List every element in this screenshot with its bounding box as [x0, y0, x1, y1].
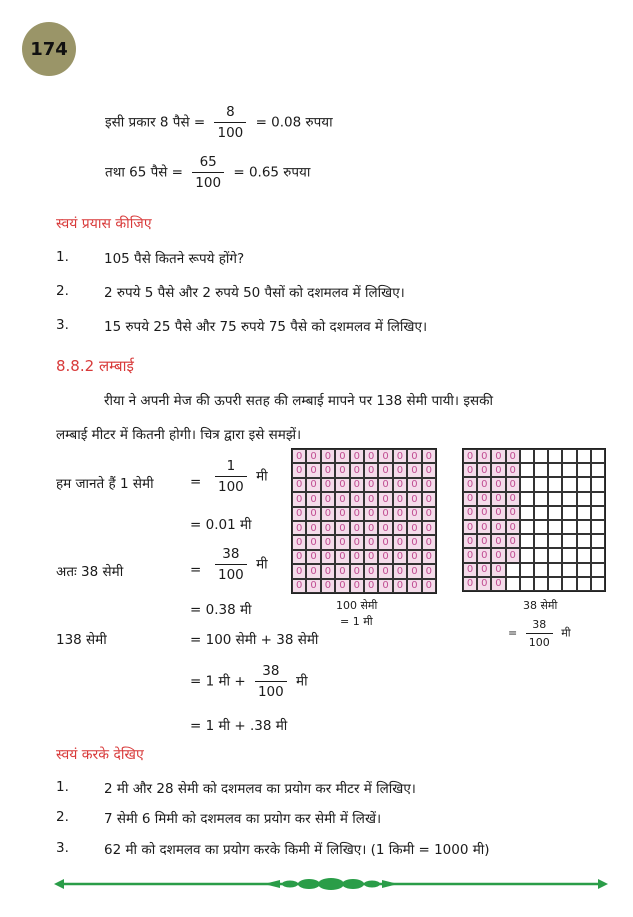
grid-cell: 0: [292, 550, 306, 564]
grid-cell: [548, 463, 562, 477]
grid-cell: 0: [350, 579, 364, 593]
grid-cell: 0: [463, 563, 477, 577]
grid-cell: [520, 577, 534, 591]
grid-cell: 0: [335, 507, 349, 521]
grid-cell: [577, 492, 591, 506]
grid-cell: [534, 577, 548, 591]
grid-cell: 0: [422, 521, 436, 535]
grid-cell: 0: [378, 535, 392, 549]
numerator: 38: [222, 546, 240, 562]
grid-cell: [548, 520, 562, 534]
grid-cell: 0: [306, 449, 320, 463]
grid-cell: 0: [292, 507, 306, 521]
math-fraction-row: [190, 663, 308, 700]
list-item-number: 1.: [56, 779, 69, 795]
numerator: 1: [226, 458, 236, 474]
grid-cell: [534, 534, 548, 548]
grid-cell: 0: [491, 548, 505, 562]
grid-cell: 0: [350, 492, 364, 506]
grid-cell: 0: [422, 579, 436, 593]
grid-cell: [506, 563, 520, 577]
grid-cell: 0: [335, 535, 349, 549]
list-item: 2 रुपये 5 पैसे और 2 रुपये 50 पैसों को दशमलव में लिखिए।: [104, 285, 405, 301]
equals: =: [190, 474, 202, 490]
grid-cell: [577, 463, 591, 477]
grid-cell: [577, 534, 591, 548]
grid-cell: 0: [335, 579, 349, 593]
grid-cell: 0: [321, 579, 335, 593]
unit: मी: [561, 626, 571, 640]
grid-cell: 0: [292, 492, 306, 506]
denominator: 100: [255, 681, 287, 700]
grid-cell: [534, 477, 548, 491]
grid-cell: 0: [463, 548, 477, 562]
grid-cell: [520, 477, 534, 491]
grid-cell: [520, 506, 534, 520]
grid-cell: 0: [477, 520, 491, 534]
grid-cell: 0: [477, 563, 491, 577]
denominator: 100: [192, 172, 224, 191]
grid-cell: 0: [393, 478, 407, 492]
grid-cell: 0: [350, 463, 364, 477]
grid-cell: 0: [292, 564, 306, 578]
unit: मी: [256, 556, 268, 573]
math-label: अतः 38 सेमी: [56, 564, 124, 580]
grid-cell: 0: [506, 506, 520, 520]
grid-cell: 0: [378, 579, 392, 593]
grid-cell: [534, 563, 548, 577]
grid-cell: [562, 563, 576, 577]
paragraph-line: रीया ने अपनी मेज की ऊपरी सतह की लम्बाई मापने पर 138 सेमी पायी। इसकी: [104, 393, 493, 409]
grid-cell: 0: [393, 463, 407, 477]
grid-cell: [520, 548, 534, 562]
grid-cell: 0: [407, 492, 421, 506]
math-step: = 0.38 मी: [190, 602, 252, 618]
list-item: 62 मी को दशमलव का प्रयोग करके किमी में लिखिए। (1 किमी = 1000 मी): [104, 842, 490, 858]
grid-cell: 0: [306, 564, 320, 578]
grid-cell: 0: [350, 550, 364, 564]
grid-cell: 0: [378, 521, 392, 535]
grid-cell: [577, 548, 591, 562]
grid-cell: 0: [407, 579, 421, 593]
grid-cell: 0: [350, 564, 364, 578]
grid-cell: 0: [292, 478, 306, 492]
grid-cell: 0: [407, 521, 421, 535]
grid-cell: 0: [477, 534, 491, 548]
grid-cell: 0: [422, 492, 436, 506]
math-step: = 0.01 मी: [190, 517, 252, 533]
numerator: 8: [226, 104, 235, 120]
grid-cell: 0: [335, 478, 349, 492]
grid-cell: 0: [477, 449, 491, 463]
grid-cell: 0: [335, 463, 349, 477]
grid-cell: 0: [491, 492, 505, 506]
grid-cell: [534, 506, 548, 520]
grid-cell: 0: [350, 478, 364, 492]
grid-cell: 0: [321, 449, 335, 463]
section-heading-do-yourself: स्वयं करके देखिए: [56, 747, 144, 763]
grid-cell: 0: [292, 463, 306, 477]
grid-cell: [520, 563, 534, 577]
list-item: 105 पैसे कितने रूपये होंगे?: [104, 251, 245, 267]
grid-cell: 0: [463, 492, 477, 506]
grid-cell: 0: [306, 492, 320, 506]
grid-cell: [548, 577, 562, 591]
grid-cell: [562, 477, 576, 491]
grid-cell: 0: [407, 550, 421, 564]
grid-cell: 0: [491, 506, 505, 520]
grid-cell: 0: [422, 564, 436, 578]
grid-cell: 0: [463, 477, 477, 491]
grid-caption: 100 सेमी: [336, 599, 378, 612]
grid-cell: [577, 577, 591, 591]
grid-cell: [548, 563, 562, 577]
grid-cell: [548, 548, 562, 562]
grid-cell: [562, 520, 576, 534]
intro-line-1: [105, 104, 333, 141]
hundred-grid-38: [462, 448, 606, 592]
text: = 0.08 रुपया: [255, 114, 333, 131]
list-item-number: 3.: [56, 840, 69, 856]
math-step: = 1 मी + .38 मी: [190, 718, 288, 734]
grid-cell: 0: [364, 449, 378, 463]
math-step: = 100 सेमी + 38 सेमी: [190, 632, 319, 648]
denominator: 100: [215, 476, 247, 495]
grid-cell: [548, 477, 562, 491]
grid-cell: 0: [422, 507, 436, 521]
grid-cell: [591, 449, 605, 463]
grid-cell: 0: [422, 550, 436, 564]
grid-cell: 0: [463, 449, 477, 463]
numerator: 65: [199, 154, 217, 170]
grid-cell: [520, 463, 534, 477]
grid-cell: 0: [393, 492, 407, 506]
grid-cell: 0: [364, 550, 378, 564]
grid-cell: [534, 520, 548, 534]
grid-cell: 0: [463, 520, 477, 534]
grid-cell: 0: [393, 564, 407, 578]
subsection-heading: [56, 356, 134, 376]
grid-cell: [562, 463, 576, 477]
grid-cell: [577, 449, 591, 463]
list-item: 15 रुपये 25 पैसे और 75 रुपये 75 पैसे को दशमलव में लिखिए।: [104, 319, 428, 335]
denominator: 100: [215, 564, 247, 583]
text: इसी प्रकार 8 पैसे =: [105, 114, 206, 131]
grid-cell: 0: [491, 463, 505, 477]
text: = 0.65 रुपया: [233, 164, 311, 181]
grid-cell: 0: [364, 521, 378, 535]
grid-cell: 0: [364, 478, 378, 492]
grid-cell: 0: [422, 535, 436, 549]
denominator: 100: [526, 633, 553, 649]
grid-cell: 0: [306, 535, 320, 549]
grid-cell: 0: [335, 564, 349, 578]
grid-cell: 0: [378, 449, 392, 463]
grid-cell: [577, 477, 591, 491]
grid-cell: 0: [422, 449, 436, 463]
grid-cell: [534, 449, 548, 463]
grid-cell: 0: [321, 535, 335, 549]
grid-cell: 0: [292, 449, 306, 463]
grid-cell: [562, 577, 576, 591]
grid-cell: [562, 449, 576, 463]
grid-cell: 0: [378, 478, 392, 492]
fraction: [192, 154, 224, 191]
list-item: 2 मी और 28 सेमी को दशमलव का प्रयोग कर मीटर में लिखिए।: [104, 781, 416, 797]
grid-cell: 0: [306, 507, 320, 521]
grid-cell: [520, 449, 534, 463]
grid-cell: 0: [364, 535, 378, 549]
grid-cell: [520, 534, 534, 548]
math-fraction-row: [210, 546, 268, 583]
grid-cell: 0: [393, 550, 407, 564]
grid-cell: 0: [463, 506, 477, 520]
grid-cell: 0: [506, 534, 520, 548]
grid-cell: 0: [477, 477, 491, 491]
grid-cell: 0: [491, 563, 505, 577]
grid-cell: 0: [407, 478, 421, 492]
grid-cell: 0: [321, 478, 335, 492]
grid-cell: [534, 463, 548, 477]
grid-cell: [548, 449, 562, 463]
page-number-badge: 174: [22, 22, 76, 76]
grid-cell: 0: [321, 507, 335, 521]
subsection-title: लम्बाई: [98, 357, 134, 375]
grid-cell: 0: [364, 579, 378, 593]
grid-cell: [591, 520, 605, 534]
grid-cell: 0: [422, 478, 436, 492]
unit: मी: [296, 673, 308, 690]
grid-cell: [591, 534, 605, 548]
grid-caption: = 1 मी: [340, 615, 373, 628]
grid-cell: 0: [321, 521, 335, 535]
grid-cell: 0: [491, 477, 505, 491]
grid-cell: 0: [393, 449, 407, 463]
grid-cell: 0: [506, 548, 520, 562]
grid-cell: [577, 506, 591, 520]
grid-cell: 0: [350, 449, 364, 463]
grid-cell: 0: [407, 564, 421, 578]
grid-cell: [591, 577, 605, 591]
grid-cell: [562, 506, 576, 520]
grid-cell: 0: [335, 550, 349, 564]
grid-cell: [591, 463, 605, 477]
grid-cell: 0: [407, 463, 421, 477]
grid-cell: [534, 548, 548, 562]
grid-cell: 0: [477, 492, 491, 506]
grid-cell: [548, 534, 562, 548]
grid-cell: 0: [335, 449, 349, 463]
grid-cell: [534, 492, 548, 506]
grid-cell: [562, 534, 576, 548]
unit: मी: [256, 468, 268, 485]
grid-cell: 0: [491, 534, 505, 548]
fraction: [526, 618, 553, 649]
grid-cell: 0: [292, 579, 306, 593]
grid-cell: 0: [378, 463, 392, 477]
grid-cell: 0: [321, 492, 335, 506]
grid-cell: 0: [306, 550, 320, 564]
grid-cell: 0: [407, 449, 421, 463]
grid-cell: 0: [477, 463, 491, 477]
grid-cell: 0: [350, 535, 364, 549]
grid-cell: 0: [378, 492, 392, 506]
math-fraction-row: [210, 458, 268, 495]
grid-cell: 0: [491, 520, 505, 534]
text: तथा 65 पैसे =: [105, 164, 183, 181]
grid-cell: 0: [306, 521, 320, 535]
grid-cell: [520, 492, 534, 506]
math-label: 138 सेमी: [56, 632, 107, 648]
grid-cell: 0: [463, 577, 477, 591]
grid-cell: 0: [477, 548, 491, 562]
grid-cell: 0: [321, 463, 335, 477]
grid-cell: [562, 492, 576, 506]
grid-cell: 0: [364, 507, 378, 521]
grid-cell: 0: [463, 463, 477, 477]
paragraph-line: लम्बाई मीटर में कितनी होगी। चित्र द्वारा इसे समझें।: [56, 427, 302, 443]
grid-cell: [548, 506, 562, 520]
grid-cell: [520, 520, 534, 534]
grid-cell: 0: [393, 579, 407, 593]
section-heading-try-yourself: स्वयं प्रयास कीजिए: [56, 216, 152, 232]
grid-cell: 0: [422, 463, 436, 477]
grid-cell: [577, 520, 591, 534]
grid-cell: 0: [350, 507, 364, 521]
grid-cell: 0: [364, 463, 378, 477]
math-label: हम जानते हैं 1 सेमी: [56, 476, 154, 492]
equals: =: [508, 626, 518, 640]
hundred-grid-100: [291, 448, 437, 594]
denominator: 100: [214, 122, 246, 141]
grid-cell: 0: [350, 521, 364, 535]
text: = 1 मी +: [190, 673, 246, 690]
list-item-number: 1.: [56, 249, 69, 265]
grid-cell: 0: [292, 521, 306, 535]
grid-cell: [548, 492, 562, 506]
grid-cell: 0: [335, 492, 349, 506]
grid-cell: 0: [306, 579, 320, 593]
grid-cell: [562, 548, 576, 562]
grid-cell: 0: [393, 521, 407, 535]
numerator: 38: [532, 618, 547, 631]
grid-cell: 0: [506, 477, 520, 491]
grid-caption: 38 सेमी: [523, 599, 558, 612]
grid-cell: 0: [393, 507, 407, 521]
grid-cell: 0: [393, 535, 407, 549]
grid-cell: [591, 477, 605, 491]
grid-caption-fraction: [508, 618, 571, 649]
grid-cell: 0: [407, 507, 421, 521]
grid-cell: 0: [407, 535, 421, 549]
grid-cell: [506, 577, 520, 591]
subsection-number: 8.8.2: [56, 357, 95, 375]
grid-cell: 0: [292, 535, 306, 549]
grid-cell: 0: [306, 463, 320, 477]
grid-cell: 0: [506, 492, 520, 506]
grid-cell: 0: [491, 449, 505, 463]
grid-cell: 0: [335, 521, 349, 535]
grid-cell: 0: [306, 478, 320, 492]
list-item-number: 2.: [56, 283, 69, 299]
list-item-number: 2.: [56, 809, 69, 825]
decorative-divider-icon: [54, 874, 608, 894]
grid-cell: 0: [378, 507, 392, 521]
grid-cell: 0: [463, 534, 477, 548]
list-item: 7 सेमी 6 मिमी को दशमलव का प्रयोग कर सेमी में लिखें।: [104, 811, 382, 827]
grid-cell: [591, 563, 605, 577]
equals: =: [190, 562, 202, 578]
fraction: [255, 663, 287, 700]
numerator: 38: [262, 663, 280, 679]
grid-cell: 0: [321, 564, 335, 578]
grid-cell: [591, 492, 605, 506]
grid-cell: 0: [477, 577, 491, 591]
grid-cell: [591, 548, 605, 562]
grid-cell: 0: [491, 577, 505, 591]
fraction: [215, 458, 247, 495]
intro-line-2: [105, 154, 310, 191]
grid-cell: 0: [506, 449, 520, 463]
grid-cell: 0: [321, 550, 335, 564]
list-item-number: 3.: [56, 317, 69, 333]
grid-cell: 0: [506, 520, 520, 534]
grid-cell: 0: [477, 506, 491, 520]
grid-cell: 0: [364, 492, 378, 506]
grid-cell: [591, 506, 605, 520]
grid-cell: 0: [506, 463, 520, 477]
fraction: [215, 546, 247, 583]
fraction: [214, 104, 246, 141]
grid-cell: 0: [378, 564, 392, 578]
grid-cell: 0: [378, 550, 392, 564]
grid-cell: 0: [364, 564, 378, 578]
grid-cell: [577, 563, 591, 577]
